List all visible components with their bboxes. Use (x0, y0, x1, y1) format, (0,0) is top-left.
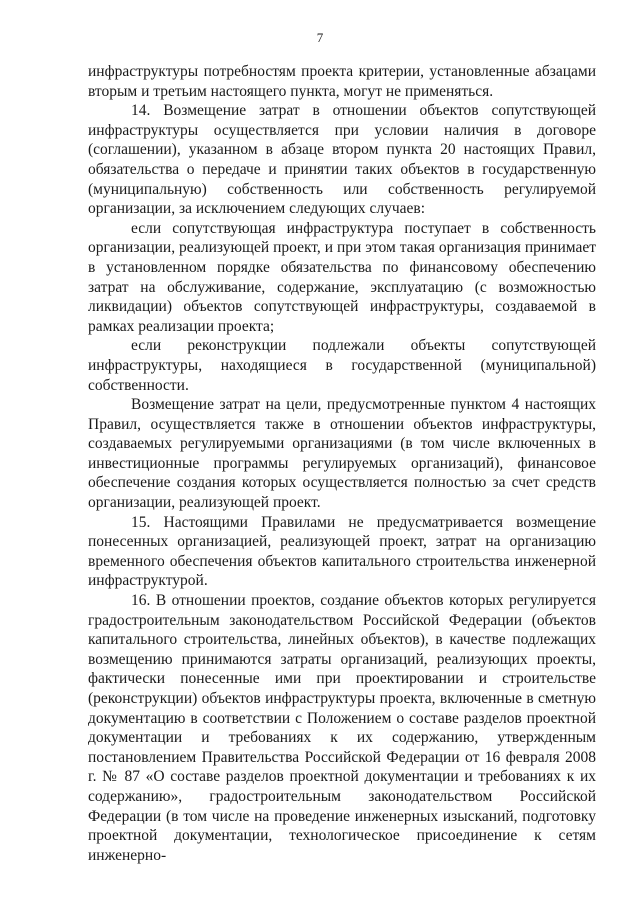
paragraph-case-2: если реконструкции подлежали объекты сопутствующей инфраструктуры, находящиеся в государственной (муниципальной) собственности. (88, 337, 596, 394)
paragraph-item-14: 14. Возмещение затрат в отношении объектов сопутствующей инфраструктуры осуществляется при условии наличия в договоре (соглашении), указанном в абзаце втором пункта 20 настоящих Правил, обязательства о передаче и принятии таких объектов в государственную (муниципальную) собственность или собственность регулируемой организации, за исключением следующих случаев: (88, 102, 596, 218)
paragraph-continuation: инфраструктуры потребностям проекта критерии, установленные абзацами вторым и третьим настоящего пункта, могут не применяться. (88, 63, 596, 100)
paragraph-item-14-continued: Возмещение затрат на цели, предусмотренные пунктом 4 настоящих Правил, осуществляется также в отношении объектов инфраструктуры, создаваемых регулируемыми организациями (в том числе включенных в инвестиционные программы регулируемых организаций), финансовое обеспечение создания которых осуществляется полностью за счет средств организации, реализующей проект. (88, 396, 596, 512)
paragraph-item-16: 16. В отношении проектов, создание объектов которых регулируется градостроительным законодательством Российской Федерации (объектов капитального строительства, линейных объектов), в качестве подлежащих возмещению принимаются затраты организаций, реализующих проекты, фактически понесенные ими при проектировании и строительстве (реконструкции) объектов инфраструктуры проекта, включенные в сметную документацию в соответствии с Положением о составе разделов проектной документации и требованиях к их содержанию, утвержденным постановлением Правительства Российской Федерации от 16 февраля 2008 г. № 87 «О составе разделов проектной документации и требованиях к их содержанию», градостроительным законодательством Российской Федерации (в том числе на проведение инженерных изысканий, подготовку проектной документации, технологическое присоединение к сетям инженерно- (88, 592, 596, 864)
paragraph-item-15: 15. Настоящими Правилами не предусматривается возмещение понесенных организацией, реализующей проект, затрат на организацию временного обеспечения объектов капитального строительства инженерной инфраструктурой. (88, 513, 596, 590)
page-number: 7 (316, 30, 324, 45)
paragraph-case-1: если сопутствующая инфраструктура поступает в собственность организации, реализующей проект, и при этом такая организация принимает в установленном порядке обязательства по финансовому обеспечению затрат на обслуживание, содержание, эксплуатацию (с возможностью ликвидации) объектов сопутствующей инфраструктуры, создаваемой в рамках реализации проекта; (88, 219, 596, 335)
document-body (88, 62, 596, 865)
